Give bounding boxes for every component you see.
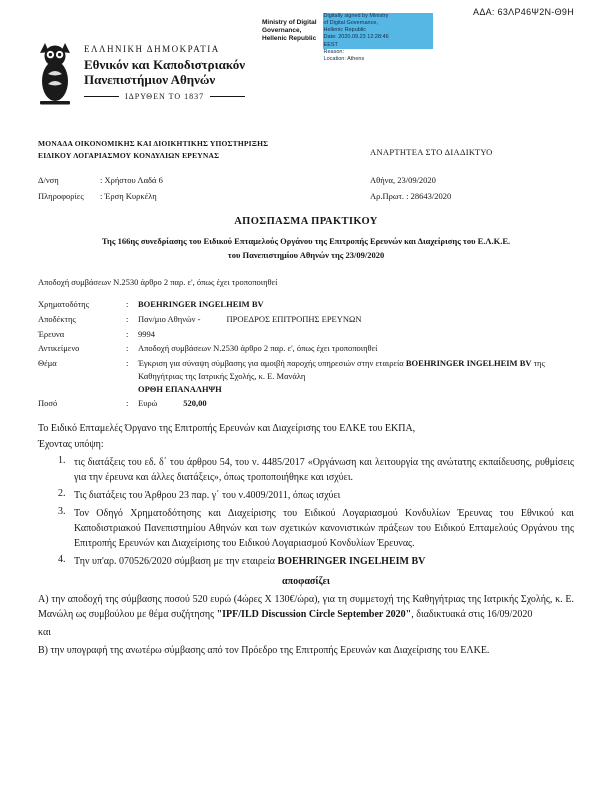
founded-text: ΙΔΡΥΘΕΝ ΤΟ 1837 <box>124 91 205 101</box>
detail-row-amount <box>38 397 574 410</box>
detail-row-recipient <box>38 313 574 326</box>
protocol-number: Αρ.Πρωτ. : 28643/2020 <box>370 191 452 202</box>
colon: : <box>126 313 129 324</box>
subject-value: Αποδοχή συμβάσεων Ν.2530 άρθρο 2 παρ. ε', όπως έχει τροποποιηθεί <box>138 343 378 354</box>
document-body <box>38 216 574 658</box>
amount-value: 520,00 <box>183 398 207 409</box>
contract-details <box>38 298 574 410</box>
university-name-line2: Πανεπιστήμιον Αθηνών <box>84 72 216 88</box>
document-title: ΑΠΟΣΠΑΣΜΑ ΠΡΑΚΤΙΚΟΥ <box>234 216 378 227</box>
list-text <box>74 554 574 569</box>
decision-a-topic: "IPF/ILD Discussion Circle September 2020" <box>216 609 412 621</box>
session-subtitle <box>38 235 574 262</box>
list-item <box>58 554 574 569</box>
connector-word: και <box>38 627 51 639</box>
topic-text-pre: Έγκριση για σύναψη σύμβασης για αμοιβή παροχής υπηρεσιών στην εταιρεία <box>138 358 406 369</box>
address-value: : Χρήστου Λαδά 6 <box>100 175 163 185</box>
recipient-label: Αποδέκτης <box>38 313 76 324</box>
decision-a <box>38 592 574 622</box>
session-line2: του Πανεπιστημίου Αθηνών της 23/09/2020 <box>227 249 385 260</box>
university-owl-logo <box>35 42 75 108</box>
stamp-authority-line: Ministry of Digital <box>262 19 317 26</box>
signature-line: Date: 2020.09.23 12:28:46 <box>323 34 433 41</box>
funder-label: Χρηματοδότης <box>38 299 89 310</box>
amount-currency: Ευρώ <box>138 398 158 409</box>
topic-label: Θέμα <box>38 358 57 369</box>
list-number: 4. <box>58 554 66 566</box>
having-regard: Έχοντας υπόψη: <box>38 439 104 451</box>
signature-line: EEST <box>323 42 433 49</box>
unit-line2: ΕΙΔΙΚΟΥ ΛΟΓΑΡΙΑΣΜΟΥ ΚΟΝΔΥΛΙΩΝ ΕΡΕΥΝΑΣ <box>38 150 220 160</box>
list-number: 3. <box>58 506 66 518</box>
unit-line1: ΜΟΝΑΔΑ ΟΙΚΟΝΟΜΙΚΗΣ ΚΑΙ ΔΙΟΙΚΗΤΙΚΗΣ ΥΠΟΣΤΗΡΙΞΗΣ <box>38 139 269 148</box>
unit-name-block <box>38 138 268 161</box>
recipient-president: ΠΡΟΕΔΡΟΣ ΕΠΙΤΡΟΠΗΣ ΕΡΕΥΝΩΝ <box>226 313 362 324</box>
publish-notice: ΑΝΑΡΤΗΤΕΑ ΣΤΟ ΔΙΑΔΙΚΤΥΟ <box>370 147 493 157</box>
legal-basis-list <box>38 455 574 569</box>
signature-line: Digitally signed by Ministry <box>323 13 433 20</box>
colon: : <box>126 328 129 339</box>
amount-value-wrap <box>138 397 574 410</box>
topic-company: BOEHRINGER INGELHEIM BV <box>405 358 532 369</box>
colon: : <box>126 398 129 409</box>
founded-rule-left <box>84 96 119 97</box>
colon: : <box>126 358 129 369</box>
signature-line: Location: Athens <box>323 55 365 62</box>
correction-note: ΟΡΘΗ ΕΠΑΝΑΛΗΨΗ <box>138 383 222 394</box>
decision-a-post: , διαδικτυακά στις 16/09/2020 <box>411 609 533 621</box>
list-text: Τις διατάξεις του Άρθρου 23 παρ. γ΄ του ν.4009/2011, όπως ισχύει <box>74 490 341 502</box>
research-label: Έρευνα <box>38 328 65 339</box>
research-value: 9994 <box>138 328 155 339</box>
stamp-signature-block <box>323 13 433 63</box>
signature-line: Hellenic Republic <box>323 27 433 34</box>
letterhead-text <box>84 42 245 108</box>
recipient-value <box>138 313 574 326</box>
stamp-authority <box>262 13 317 63</box>
info-value: : Έρση Κυρκέλη <box>100 191 157 202</box>
stamp-authority-line: Hellenic Republic <box>262 35 317 43</box>
detail-row-subject <box>38 342 574 355</box>
intro-paragraph: Το Ειδικό Επταμελές Όργανο της Επιτροπής Ερευνών και Διαχείρισης του ΕΛΚΕ του ΕΚΠΑ, <box>38 423 416 435</box>
topic-value <box>138 357 574 395</box>
session-line1: Της 166ης συνεδρίασης του Ειδικού Επταμελούς Οργάνου της Επιτροπής Ερευνών και Διαχείρισης του Ε.Λ.Κ.Ε. <box>101 236 511 246</box>
address-row <box>38 172 163 188</box>
list-company: BOEHRINGER INGELHEIM BV <box>277 556 426 568</box>
letterhead <box>35 42 245 108</box>
detail-row-funder <box>38 298 574 311</box>
digital-signature-stamp <box>262 13 433 63</box>
acceptance-note: Αποδοχή συμβάσεων Ν.2530 άρθρο 2 παρ. ε', όπως έχει τροποποιηθεί <box>38 277 278 288</box>
list-number: 2. <box>58 488 66 500</box>
decision-a-pre: Α) την αποδοχή της σύμβασης ποσού 520 ευρώ (4ώρες Χ 130€/ώρα), για τη συμμετοχή της Καθηγήτριας της Ιατρικής Σχολής, κ. Ε. Μανώλη ως συμβούλου με θέμα συζήτησης <box>38 594 574 621</box>
date-protocol-block <box>370 172 451 204</box>
list-item <box>58 506 574 551</box>
topic-text-post: της Καθηγήτριας της Ιατρικής Σχολής, κ. Ε. Μανάλη <box>138 358 545 381</box>
colon: : <box>126 343 129 354</box>
funder-value: BOEHRINGER INGELHEIM BV <box>138 299 264 310</box>
university-name-line1: Εθνικόν και Καποδιστριακόν <box>84 57 246 72</box>
list-text: τις διατάξεις του εδ. δ΄ του άρθρου 54, του ν. 4485/2017 «Οργάνωση και λειτουργία της ανώτατης εκπαίδευσης, ρυθμίσεις για την έρευνα και άλλες διατάξεις», όπως τροποποιήθηκε και ισχύει. <box>74 457 574 484</box>
decision-b: Β) την υπογραφή της ανωτέρω σύμβασης από τον Πρόεδρο της Επιτροπής Ερευνών και Διαχείρισης του ΕΛΚΕ. <box>38 645 490 657</box>
detail-row-research <box>38 328 574 341</box>
decision-heading: αποφασίζει <box>282 576 330 588</box>
list-text: Τον Οδηγό Χρηματοδότησης και Διαχείρισης του Ειδικού Λογαριασμού Κονδυλίων Έρευνας του Εθνικού και Καποδιστριακού Πανεπιστημίου Αθηνών και των σχετικών κανονιστικών πράξεων του Ειδικού Επταμελούς Οργάνου της Επιτροπής Ερευνών και Διαχείρισης του Ειδικού Λογαριασμού Κονδυλίων Έρευνας. <box>74 508 574 550</box>
list-text-pre: Την υπ'αρ. 070526/2020 σύμβαση με την εταιρεία <box>74 556 278 568</box>
list-item <box>58 488 574 503</box>
info-label: Πληροφορίες <box>38 191 84 202</box>
address-label: Δ/νση <box>38 175 59 185</box>
ada-code: ΑΔΑ: 63ΛΡ46Ψ2Ν-Θ9Η <box>473 7 574 17</box>
hellenic-republic-label: ΕΛΛΗΝΙΚΗ ΔΗΜΟΚΡΑΤΙΑ <box>84 44 220 54</box>
colon: : <box>126 299 129 310</box>
amount-label: Ποσό <box>38 398 58 409</box>
list-item <box>58 455 574 485</box>
recipient-university: Παν/μιο Αθηνών - <box>138 313 201 324</box>
subject-label: Αντικείμενο <box>38 343 80 354</box>
info-row <box>38 188 163 204</box>
founded-line <box>84 92 245 101</box>
stamp-authority-line: Governance, <box>262 27 302 35</box>
detail-row-topic <box>38 357 574 395</box>
signature-line: Reason: <box>323 48 345 55</box>
contact-block <box>38 172 163 204</box>
list-number: 1. <box>58 455 66 467</box>
signature-line: of Digital Governance, <box>323 20 433 27</box>
city-date: Αθήνα, 23/09/2020 <box>370 175 436 185</box>
founded-rule-right <box>210 96 245 97</box>
